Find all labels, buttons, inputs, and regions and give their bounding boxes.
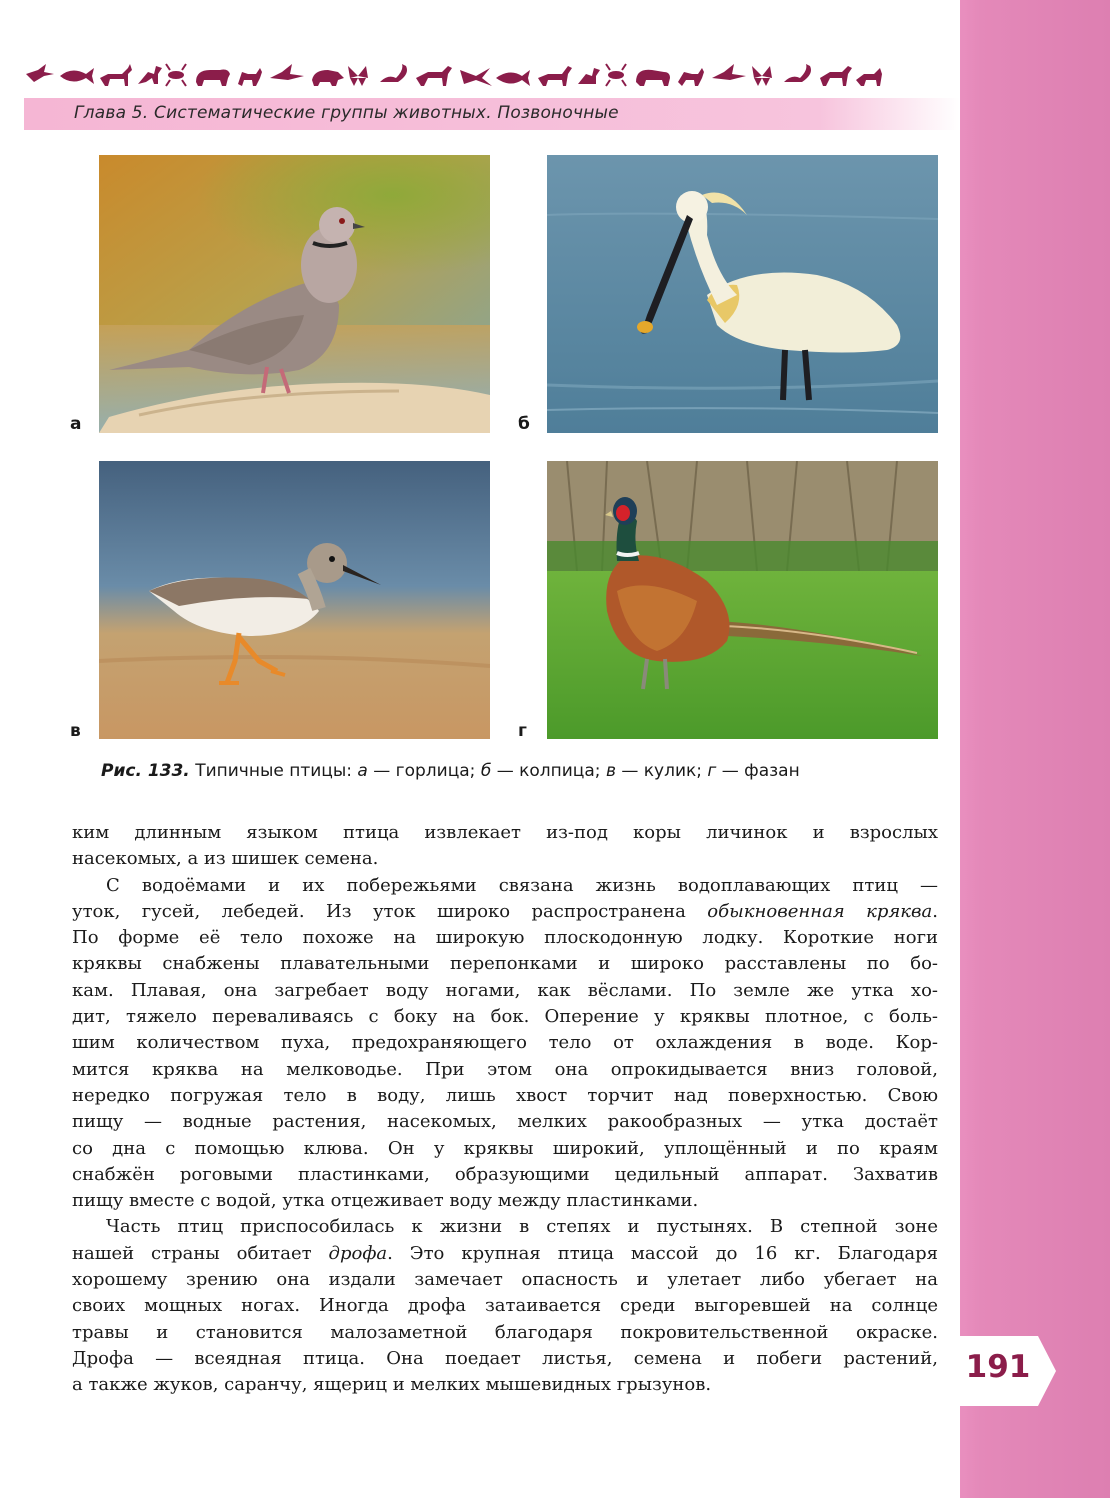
paragraph-2 — [72, 873, 938, 1215]
caption-item-d: — фазан — [716, 761, 800, 781]
caption-letter-c: в — [605, 761, 616, 781]
chapter-header-bar — [24, 98, 960, 130]
text-line: нередко погружая тело в воду, лишь хвост торчит над поверхностью. Свою — [72, 1084, 938, 1106]
chapter-title: Глава 5. Систематические группы животных. Позвоночные — [74, 103, 619, 123]
text-fragment: нашей страны обитает — [72, 1242, 329, 1264]
term-bustard: дрофа — [328, 1242, 388, 1264]
text-line — [72, 1241, 938, 1267]
text-line: хорошему зрению она издали замечает опасность и улетает либо убегает на — [72, 1269, 938, 1291]
photo-sandpiper — [99, 461, 490, 739]
text-line: Часть птиц приспособилась к жизни в степях и пустынях. В степной зоне — [106, 1216, 938, 1238]
text-line: дит, тяжело переваливаясь с боку на бок. Оперение у кряквы плотное, с боль- — [72, 1006, 938, 1028]
text-line: ким длинным языком птица извлекает из-под коры личинок и взрослых — [72, 822, 938, 843]
text-line: со дна с помощью клюва. Он у кряквы широкий, уплощённый и по краям — [72, 1137, 938, 1159]
caption-letter-d: г — [707, 761, 717, 781]
text-line: своих мощных ногах. Иногда дрофа затаивается среди выгоревшей на солнце — [72, 1295, 938, 1317]
text-line: шим количеством пуха, предохраняющего тело от охлаждения в воде. Кор- — [72, 1032, 938, 1054]
text-line: кряквы снабжены плавательными перепонками и широко расставлены по бо- — [72, 953, 938, 975]
animal-silhouettes-band — [24, 60, 884, 92]
text-fragment: . — [932, 900, 938, 922]
text-line: насекомых, а из шишек семена. — [72, 848, 379, 870]
paragraph-1 — [72, 820, 938, 873]
figure-caption-text: Типичные птицы: — [195, 761, 353, 781]
photo-pheasant — [547, 461, 938, 739]
text-line: Дрофа — всеядная птица. Она поедает листья, семена и побеги растений, — [72, 1347, 938, 1369]
photo-collared-dove — [99, 155, 490, 433]
figure-label-b: б — [518, 414, 530, 434]
paragraph-3 — [72, 1214, 938, 1398]
figure-label-a: а — [70, 414, 82, 434]
text-line: мится кряква на мелководье. При этом она опрокидывается вниз головой, — [72, 1058, 938, 1080]
caption-item-c: — кулик; — [615, 761, 708, 781]
figure-label-c: в — [70, 721, 81, 741]
caption-item-b: — колпица; — [491, 761, 606, 781]
text-line: По форме её тело похоже на широкую плоскодонную лодку. Короткие ноги — [72, 927, 938, 949]
figure-caption — [101, 761, 941, 781]
photo-spoonbill — [547, 155, 938, 433]
caption-item-a: — горлица; — [367, 761, 481, 781]
text-line: снабжён роговыми пластинками, образующими цедильный аппарат. Захватив — [72, 1163, 938, 1185]
text-fragment: . Это крупная птица массой до 16 кг. Благодаря — [387, 1242, 938, 1264]
term-mallard: обыкновенная кряква — [707, 900, 933, 922]
text-line: кам. Плавая, она загребает воду ногами, как вёслами. По земле же утка хо- — [72, 979, 938, 1001]
text-line: С водоёмами и их побережьями связана жизнь водоплавающих птиц — — [106, 874, 938, 896]
text-line: пищу — водные растения, насекомых, мелких ракообразных — утка достаёт — [72, 1111, 938, 1133]
text-line: пищу вместе с водой, утка отцеживает воду между пластинками. — [72, 1190, 699, 1212]
side-color-strip — [960, 0, 1110, 1498]
text-line — [72, 899, 938, 925]
caption-letter-a: а — [357, 761, 368, 781]
figure-label-d: г — [518, 721, 527, 741]
text-line: а также жуков, саранчу, ящериц и мелких мышевидных грызунов. — [72, 1374, 712, 1396]
body-text — [72, 820, 938, 1399]
figure-caption-number: Рис. 133. — [101, 761, 190, 781]
caption-letter-b: б — [480, 761, 492, 781]
text-fragment: уток, гусей, лебедей. Из уток широко распространена — [72, 900, 708, 922]
text-line: травы и становится малозаметной благодаря покровительственной окраске. — [72, 1321, 938, 1343]
page-number: 191 — [965, 1349, 1031, 1385]
